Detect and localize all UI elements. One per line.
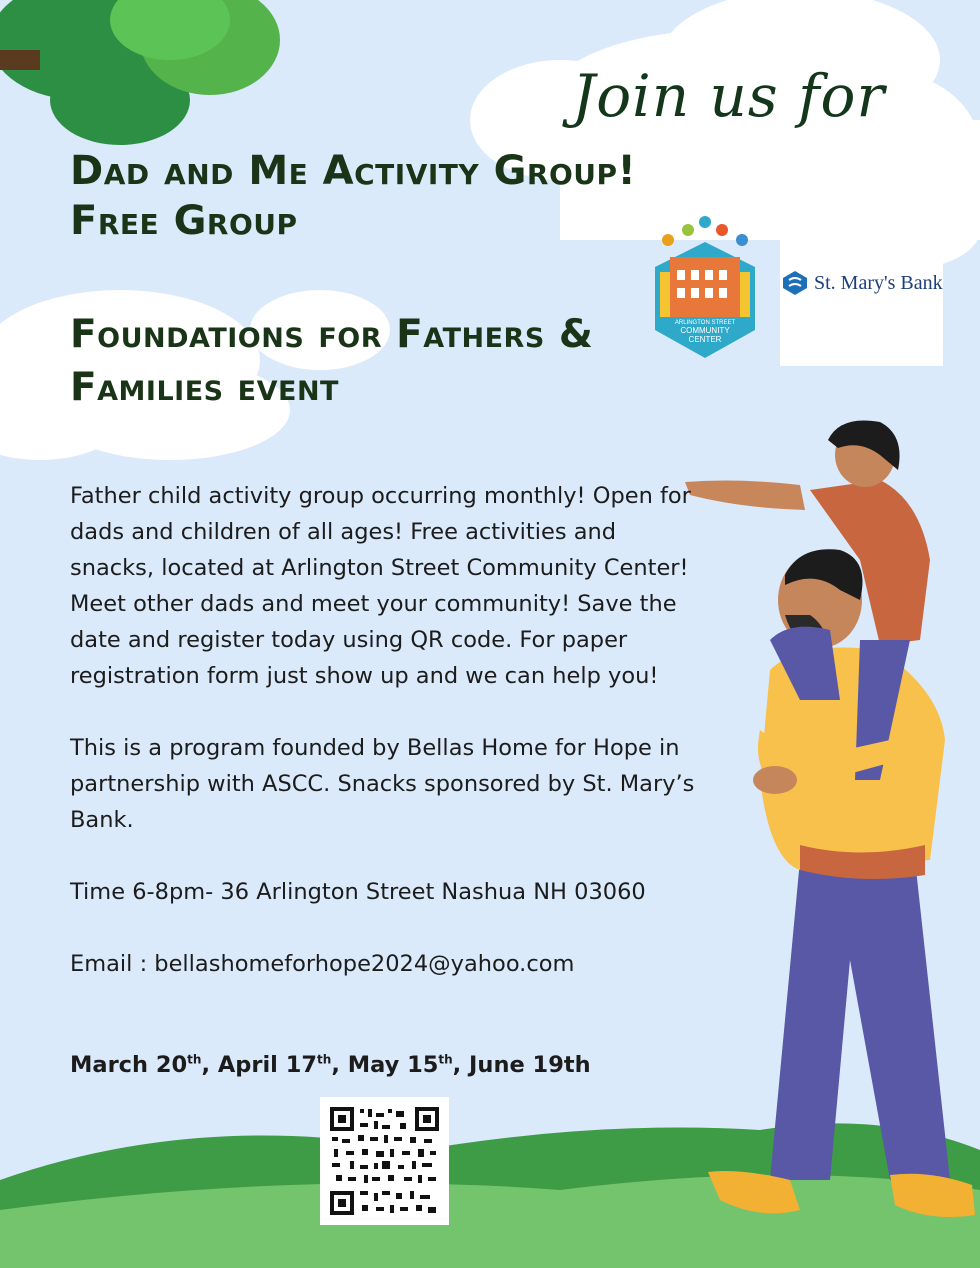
person-icon (682, 224, 694, 236)
date-suffix: th (438, 1052, 453, 1067)
join-us-heading: Join us for (572, 62, 886, 130)
description (70, 478, 700, 982)
description-paragraph: Father child activity group occurring monthly! Open for dads and children of all ages! Free activities and snacks, located at Arlington Street Community Center! Meet other dads and meet your community! Save the date and register today using QR code. For paper registration form just show up and we can help you! (70, 483, 691, 689)
person-icon (716, 224, 728, 236)
date-april: , April 17 (201, 1052, 318, 1078)
date-march: March 20 (70, 1052, 188, 1078)
ascc-line3: CENTER (688, 335, 722, 344)
bank-logo (782, 270, 943, 296)
email-line: Email : bellashomeforhope2024@yahoo.com (70, 951, 575, 977)
bank-name: St. Mary's Bank (814, 271, 943, 294)
ascc-line2: COMMUNITY (680, 326, 730, 335)
bank-shield-icon (782, 270, 808, 296)
program-paragraph: This is a program founded by Bellas Home for Hope in partnership with ASCC. Snacks sponsored by St. Mary’s Bank. (70, 735, 695, 833)
qr-code-icon (320, 1097, 449, 1225)
event-dates (70, 1052, 591, 1078)
tree-icon (0, 0, 280, 145)
date-may: , May 15 (331, 1052, 439, 1078)
father-child-illustration (685, 420, 975, 1217)
person-icon (736, 234, 748, 246)
date-june: , June 19th (452, 1052, 591, 1078)
qr-code[interactable] (320, 1097, 449, 1225)
event-title: Dad and Me Activity Group! Free Group (70, 148, 637, 244)
person-icon (662, 234, 674, 246)
ascc-line1: ARLINGTON STREET (674, 320, 736, 326)
ascc-logo (650, 212, 760, 362)
date-suffix: th (187, 1052, 202, 1067)
person-icon (699, 216, 711, 228)
bank-logo-box (780, 238, 943, 366)
date-suffix: th (317, 1052, 332, 1067)
time-location: Time 6-8pm- 36 Arlington Street Nashua NH 03060 (70, 879, 646, 905)
event-subtitle: Foundations for Fathers & Families event (70, 312, 594, 410)
